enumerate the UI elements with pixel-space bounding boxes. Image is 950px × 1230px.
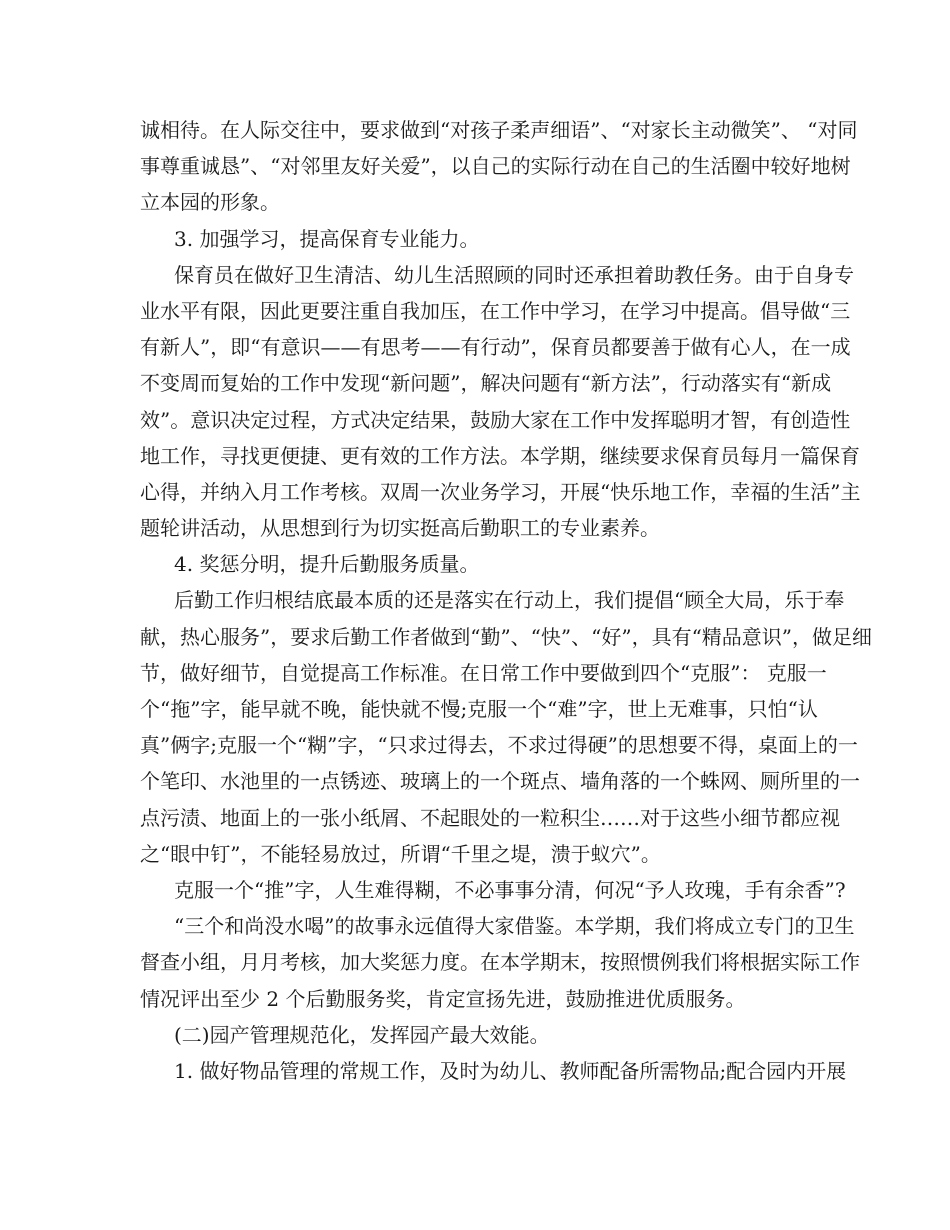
text-line: 业水平有限，因此更要注重自我加压，在工作中学习，在学习中提高。倡导做“三 xyxy=(140,298,851,323)
text-line: 个笔印、水池里的一点锈迹、玻璃上的一个斑点、墙角落的一个蛛网、厕所里的一 xyxy=(140,769,860,794)
paragraph-start-line: 克服一个“推”字，人生难得糊，不必事事分清，何况“予人玫瑰，手有余香”? xyxy=(174,877,846,902)
paragraph-start-line: 1. 做好物品管理的常规工作，及时为幼儿、教师配备所需物品;配合园内开展 xyxy=(174,1058,847,1083)
text-line: 立本园的形象。 xyxy=(140,190,280,215)
paragraph-start-line: 后勤工作归根结底最本质的还是落实在行动上，我们提倡“顾全大局，乐于奉 xyxy=(174,588,845,613)
text-line: 效”。意识决定过程，方式决定结果，鼓励大家在工作中发挥聪明才智，有创造性 xyxy=(140,407,851,432)
text-line: 个“拖”字，能早就不晚，能快就不慢;克服一个“难”字，世上无难事，只怕“认 xyxy=(140,697,818,721)
text-line: 地工作，寻找更便捷、更有效的工作方法。本学期，继续要求保育员每月一篇保育 xyxy=(140,443,860,468)
text-line: 献，热心服务”，要求后勤工作者做到“勤”、“快”、“好”，具有“精品意识”，做足细 xyxy=(140,624,873,649)
text-line: 有新人”，即“有意识——有思考——有行动”，保育员都要善于做有心人，在一成 xyxy=(140,335,851,360)
text-line: 情况评出至少 2 个后勤服务奖，肯定宣扬先进，鼓励推进优质服务。 xyxy=(140,986,746,1011)
text-line: 题轮讲活动，从思想到行为切实挺高后勤职工的专业素养。 xyxy=(140,516,660,541)
paragraph-start-line: 3. 加强学习，提高保育专业能力。 xyxy=(174,226,480,251)
text-line: 之“眼中钉”，不能轻易放过，所谓“千里之堤，溃于蚁穴”。 xyxy=(140,841,661,866)
text-line: 不变周而复始的工作中发现“新问题”，解决问题有“新方法”，行动落实有“新成 xyxy=(140,371,832,396)
paragraph-start-line: “三个和尚没水喝”的故事永远值得大家借鉴。本学期，我们将成立专门的卫生 xyxy=(174,914,855,939)
document-body xyxy=(140,112,873,1089)
text-line: 督查小组，月月考核，加大奖惩力度。在本学期末，按照惯例我们将根据实际工作 xyxy=(140,950,860,975)
text-line: 真”俩字;克服一个“糊”字，“只求过得去，不求过得硬”的思想要不得，桌面上的一 xyxy=(140,733,858,758)
text-line: 节，做好细节，自觉提高工作标准。在日常工作中要做到四个“克服”： 克服一 xyxy=(140,660,827,685)
paragraph-start-line: 保育员在做好卫生清洁、幼儿生活照顾的同时还承担着助教任务。由于自身专 xyxy=(174,262,854,287)
text-line: 诚相待。在人际交往中，要求做到“对孩子柔声细语”、“对家长主动微笑”、 “对同 xyxy=(140,118,858,142)
text-line: 心得，并纳入月工作考核。双周一次业务学习，开展“快乐地工作，幸福的生活”主 xyxy=(140,479,861,504)
text-line: 事尊重诚恳”、“对邻里友好关爱”，以自己的实际行动在自己的生活圈中较好地树 xyxy=(140,154,851,179)
paragraph-start-line: (二)园产管理规范化，发挥园产最大效能。 xyxy=(174,1022,550,1047)
text-line: 点污渍、地面上的一张小纸屑、不起眼处的一粒积尘……对于这些小细节都应视 xyxy=(140,805,840,830)
paragraph-start-line: 4. 奖惩分明，提升后勤服务质量。 xyxy=(174,552,480,577)
